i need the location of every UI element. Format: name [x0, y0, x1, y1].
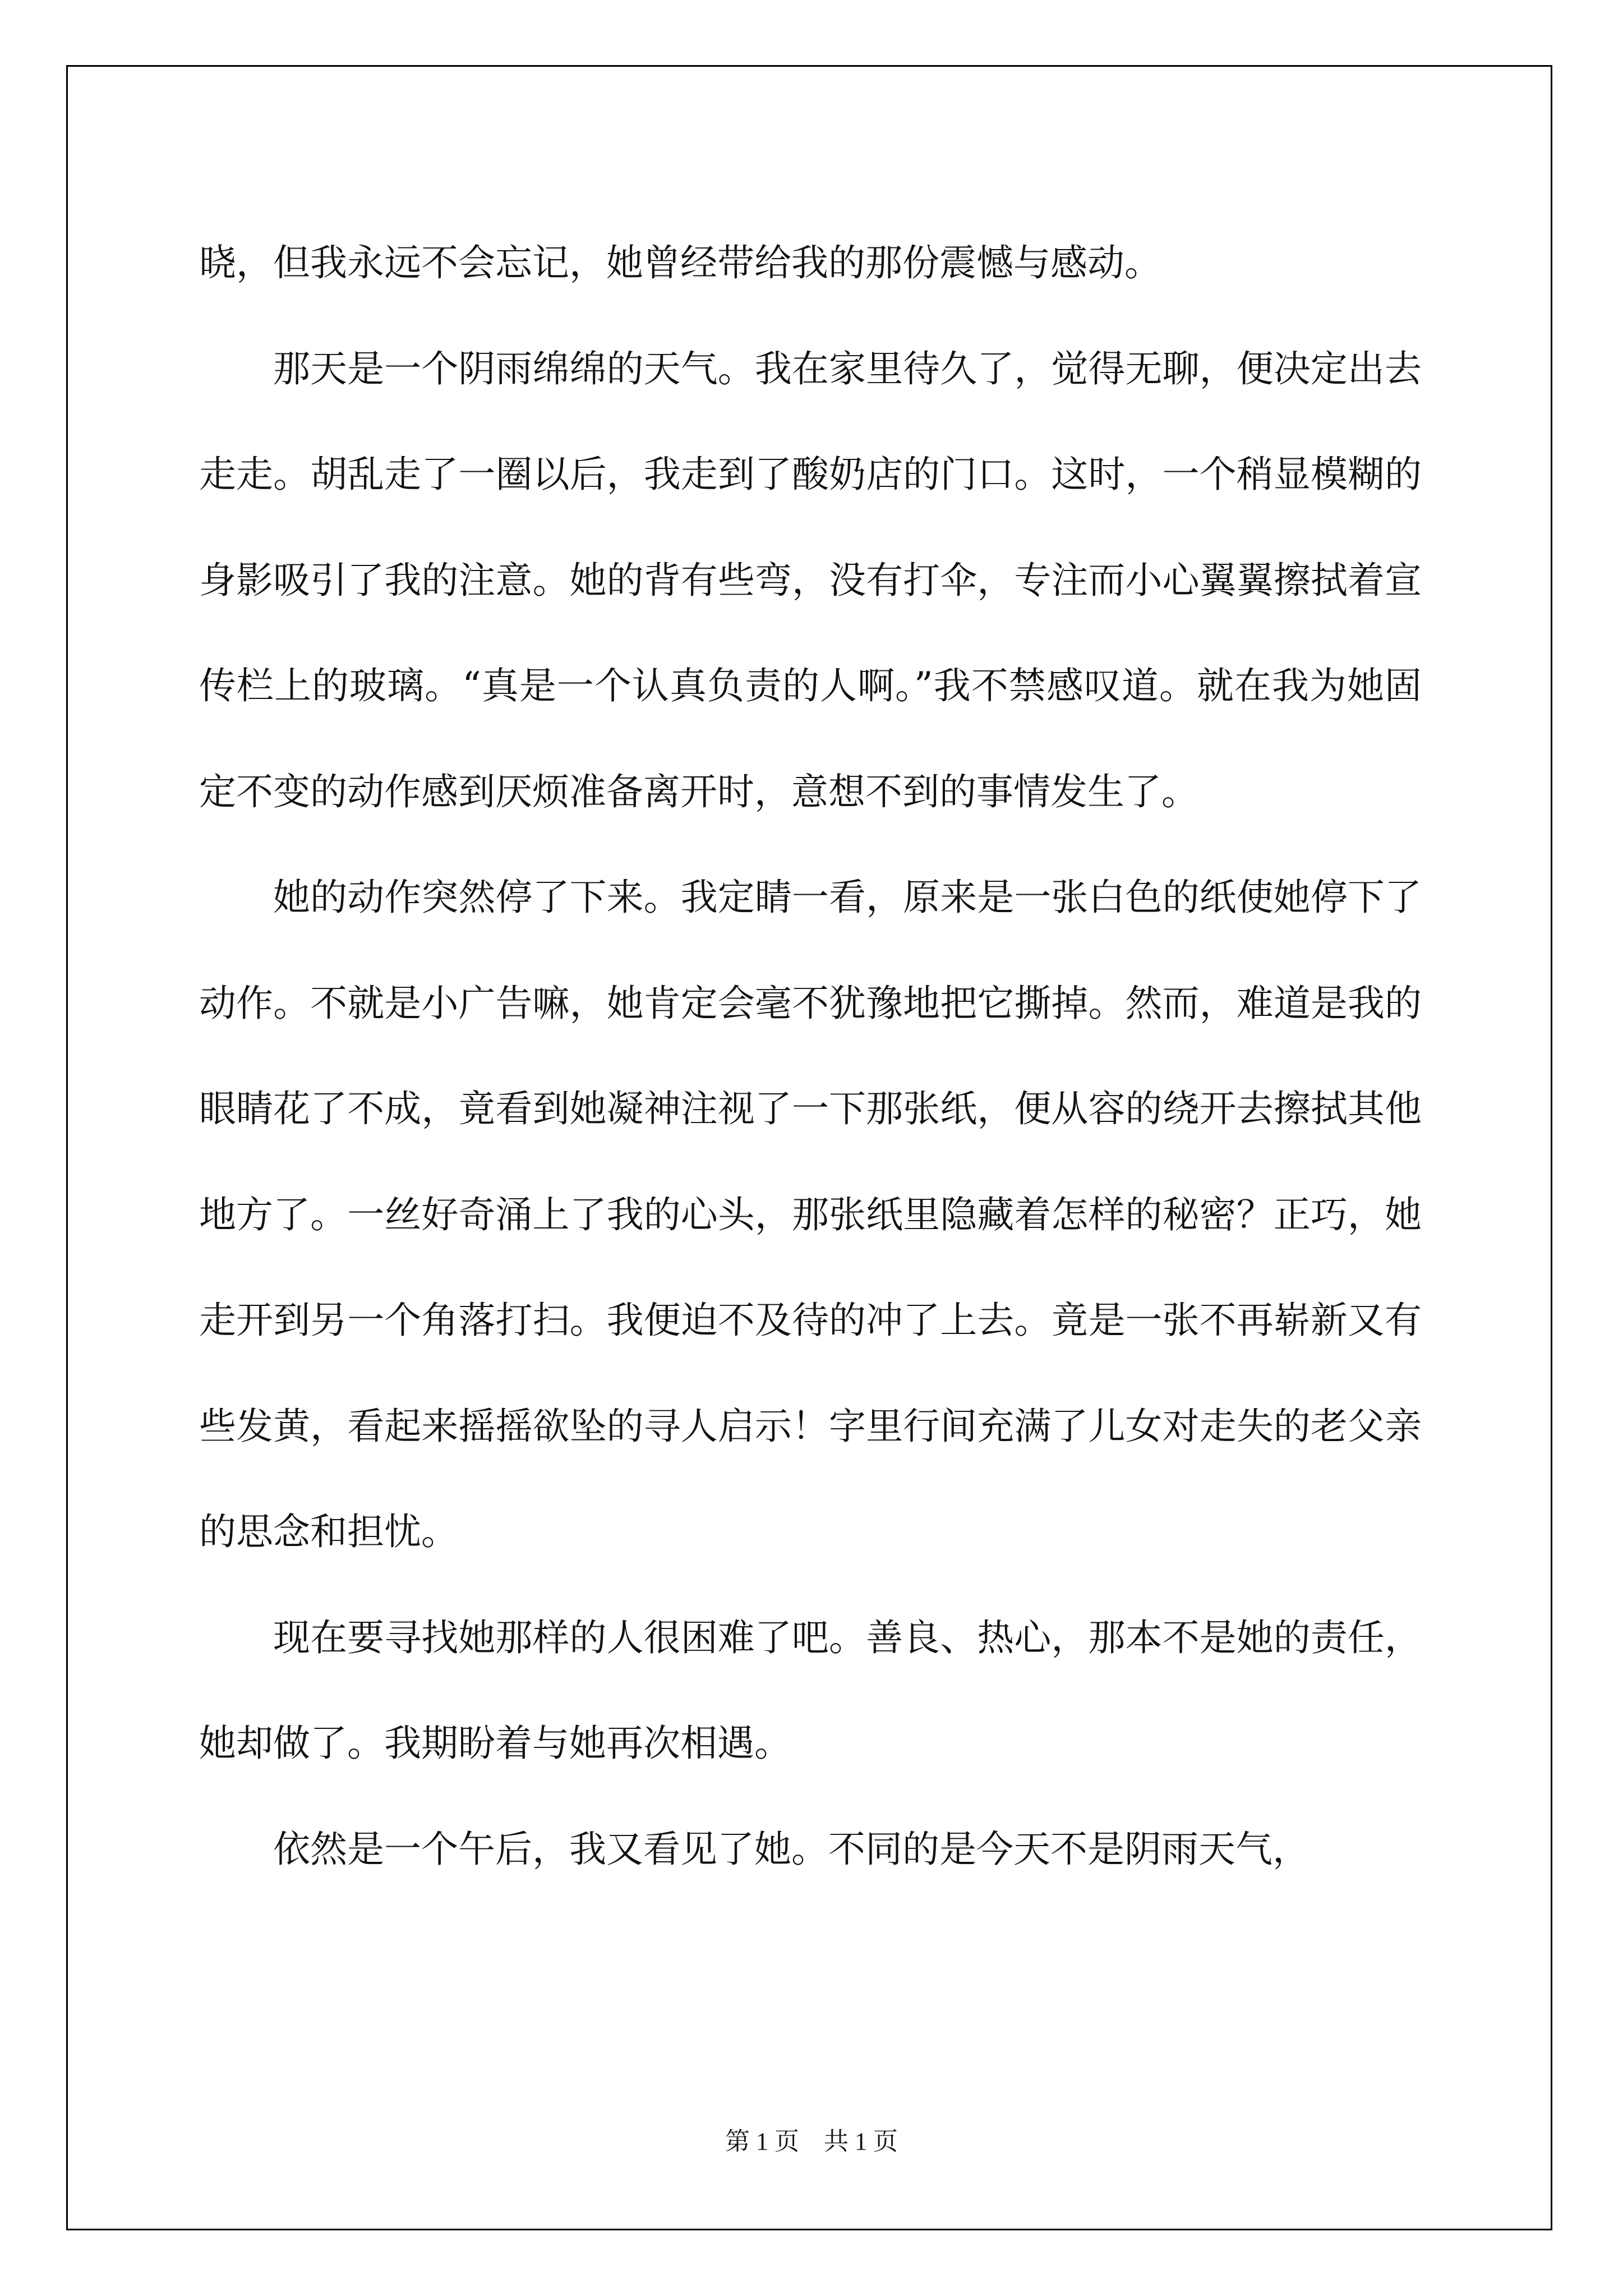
- paragraph-2: 那天是一个阴雨绵绵的天气。我在家里待久了，觉得无聊，便决定出去走走。胡乱走了一圈以后，我走到了酸奶店的门口。这时，一个稍显模糊的身影吸引了我的注意。她的背有些弯，没有打伞，专注而小心翼翼擦拭着宣传栏上的玻璃。“真是一个认真负责的人啊。”我不禁感叹道。就在我为她固定不变的动作感到厌烦准备离开时，意想不到的事情发生了。: [199, 347, 1422, 813]
- paragraph-3: 她的动作突然停了下来。我定睛一看，原来是一张白色的纸使她停下了动作。不就是小广告嘛，她肯定会毫不犹豫地把它撕掉。然而，难道是我的眼睛花了不成，竟看到她凝神注视了一下那张纸，便从容的绕开去擦拭其他地方了。一丝好奇涌上了我的心头，那张纸里隐藏着怎样的秘密？正巧，她走开到另一个角落打扫。我便迫不及待的冲了上去。竟是一张不再崭新又有些发黄，看起来摇摇欲坠的寻人启示！字里行间充满了儿女对走失的老父亲的思念和担忧。: [199, 876, 1422, 1553]
- paragraph-4: 现在要寻找她那样的人很困难了吧。善良、热心，那本不是她的责任，她却做了。我期盼着与她再次相遇。: [199, 1616, 1422, 1765]
- paragraph-5: 依然是一个午后，我又看见了她。不同的是今天不是阴雨天气，: [273, 1827, 1310, 1871]
- page-number-footer: 第 1 页 共 1 页: [725, 2128, 898, 2155]
- document-body: [199, 210, 1422, 1902]
- paragraph-1: 晓，但我永远不会忘记，她曾经带给我的那份震憾与感动。: [199, 241, 1161, 284]
